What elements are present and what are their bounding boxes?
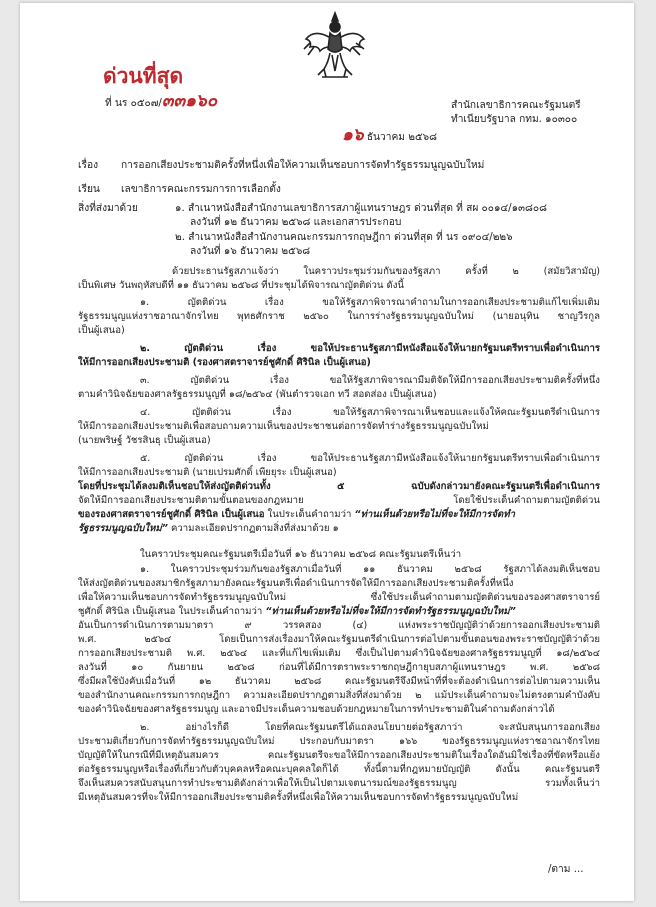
date-handwritten: ๑๖	[342, 125, 364, 145]
reference-prefix: ที่ นร ๐๕๐๗/	[105, 98, 162, 109]
resolution-line3	[78, 509, 515, 521]
cabinet-point-2-line2: ประชามติเกี่ยวกับการจัดทำรัฐธรรมนูญฉบับใหม่ ประกอบกับมาตรา ๑๖๖ ของรัฐธรรมนูญแห่งราชอาณาจักรไทย	[78, 736, 600, 747]
resolution-reference: ความละเอียดปรากฏตามสิ่งที่ส่งมาด้วย ๑	[167, 523, 339, 534]
enclosure-2-line2: ลงวันที่ ๑๖ ธันวาคม ๒๕๖๘	[190, 246, 311, 257]
cabinet-point-2-line4: ต่อรัฐธรรมนูญหรือเรื่องที่เกี่ยวกับตัวบุคคลหรือคณะบุคคลใดก็ได้ ทั้งนี้ตามที่กฎหมายบัญญัติ ดังนั้น คณะรัฐมนตรี	[78, 764, 600, 775]
cabinet-point-1-line3: เพื่อให้ความเห็นชอบการจัดทำรัฐธรรมนูญฉบับใหม่ ซึ่งใช้ประเด็นคำถามตามญัตติด่วนของรองศาสตราจารย์	[78, 592, 600, 603]
resolution-question-part1: “ท่านเห็นด้วยหรือไม่ที่จะให้มีการจัดทำ	[354, 509, 515, 520]
urgency-stamp: ด่วนที่สุด	[103, 64, 184, 88]
enclosure-label: สิ่งที่ส่งมาด้วย	[78, 203, 138, 214]
office-address: ทำเนียบรัฐบาล กทม. ๑๐๓๐๐	[451, 114, 578, 125]
resolution-line4	[78, 523, 339, 535]
letter-date	[342, 125, 437, 145]
cabinet-point-1-line8: ลงวันที่ ๑๐ กันยายน ๒๕๖๘ ก่อนที่ได้มีการตราพระราชกฤษฎีกายุบสภาผู้แทนราษฎร พ.ศ. ๒๕๖๘	[78, 662, 600, 673]
motion-1-line1: ๑. ญัตติด่วน เรื่อง ขอให้รัฐสภาพิจารณาคำถามในการออกเสียงประชามติแก้ไขเพิ่มเติม	[140, 297, 600, 308]
garuda-emblem-icon	[302, 9, 368, 83]
paragraph-1-line1: ด้วยประธานรัฐสภาแจ้งว่า ในคราวประชุมร่วมกันของรัฐสภา ครั้งที่ ๒ (สมัยวิสามัญ)	[172, 266, 600, 277]
cabinet-point-1-line7: การออกเสียงประชามติ พ.ศ. ๒๕๖๔ และที่แก้ไขเพิ่มเติม ซึ่งเป็นไปตามคำวินิจฉัยของศาลรัฐธรรมนูญที่ ๑๘/๒๕๖๔	[78, 648, 600, 659]
resolution-line1: โดยที่ประชุมได้ลงมติเห็นชอบให้ส่งญัตติด่วนทั้ง ๕ ฉบับดังกล่าวมายังคณะรัฐมนตรีเพื่อดำเนินการ	[78, 481, 600, 492]
motion-2-line1: ๒. ญัตติด่วน เรื่อง ขอให้ประธานรัฐสภามีหนังสือแจ้งให้นายกรัฐมนตรีทราบเพื่อดำเนินการ	[140, 343, 600, 354]
cabinet-point-1-question: “ท่านเห็นด้วยหรือไม่ที่จะให้มีการจัดทำรัฐธรรมนูญฉบับใหม่”	[265, 606, 516, 617]
cabinet-intro: ในคราวประชุมคณะรัฐมนตรีเมื่อวันที่ ๑๖ ธันวาคม ๒๕๖๘ คณะรัฐมนตรีเห็นว่า	[140, 549, 462, 560]
cabinet-point-2-line5: จึงเห็นสมควรสนับสนุนการทำประชามติดังกล่าวเพื่อให้เป็นไปตามเจตนารมณ์ของรัฐธรรมนูญ รวมทั้งเห็นว่า	[78, 778, 600, 789]
office-name: สำนักเลขาธิการคณะรัฐมนตรี	[451, 100, 581, 111]
reference-number	[105, 91, 218, 111]
motion-5-line2: ให้มีการออกเสียงประชามติ (นายเปรมศักดิ์ เพียยุระ เป็นผู้เสนอ)	[78, 467, 337, 478]
cabinet-point-1-line11: ของคำวินิจฉัยของศาลรัฐธรรมนูญ และอาจมีประเด็นความชอบด้วยกฎหมายในการทำประชามติในคำถามดังกล่าวได้	[78, 704, 555, 715]
motion-1-line2: รัฐธรรมนูญแห่งราชอาณาจักรไทย พุทธศักราช ๒๕๖๐ ในการร่างรัฐธรรมนูญฉบับใหม่ (นายอนุทิน ชาญวีรกูล	[78, 311, 600, 322]
cabinet-point-1-line5: อันเป็นการดำเนินการตามมาตรา ๙ วรรคสอง (๔) แห่งพระราชบัญญัติว่าด้วยการออกเสียงประชามติ	[78, 620, 600, 631]
recipient-text: เลขาธิการคณะกรรมการการเลือกตั้ง	[121, 184, 281, 195]
motion-1-line3: เป็นผู้เสนอ)	[78, 325, 125, 336]
cabinet-point-1-line10: ของสำนักงานคณะกรรมการกฤษฎีกา ความละเอียดปรากฏตามสิ่งที่ส่งมาด้วย ๒ แม้ประเด็นคำถามจะไม่ตรงตามคำบังคับ	[78, 690, 600, 701]
motion-4-line3: (นายพริษฐ์ วัชรสินธุ เป็นผู้เสนอ)	[78, 435, 211, 446]
cabinet-point-2-line3: บัญญัติให้ในกรณีที่มีเหตุอันสมควร คณะรัฐมนตรีจะขอให้มีการออกเสียงประชามติในเรื่องใดอันมิใช่เรื่องที่ขัดหรือแย้ง	[78, 750, 600, 761]
subject-text: การออกเสียงประชามติครั้งที่หนึ่งเพื่อให้ความเห็นชอบการจัดทำรัฐธรรมนูญฉบับใหม่	[121, 160, 485, 171]
cabinet-point-1-line6: พ.ศ. ๒๕๖๔ โดยเป็นการส่งเรื่องมาให้คณะรัฐมนตรีดำเนินการต่อไปตามขั้นตอนของพระราชบัญญัติว่าด้วย	[78, 634, 600, 645]
motion-3-line2: ตามคำวินิจฉัยของศาลรัฐธรรมนูญที่ ๑๘/๒๕๖๔ (พันตำรวจเอก ทวี สอดส่อง เป็นผู้เสนอ)	[78, 389, 437, 400]
motion-2-line2: ให้มีการออกเสียงประชามติ (รองศาสตราจารย์ชูศักดิ์ ศิรินิล เป็นผู้เสนอ)	[78, 357, 371, 368]
date-month-year: ธันวาคม ๒๕๖๘	[366, 132, 437, 143]
motion-4-line1: ๔. ญัตติด่วน เรื่อง ขอให้รัฐสภาพิจารณาเห็นชอบและแจ้งให้คณะรัฐมนตรีดำเนินการ	[140, 407, 600, 418]
resolution-connector: ในประเด็นคำถามว่า	[264, 509, 355, 520]
continued-marker: /ตาม ...	[548, 864, 584, 875]
resolution-line2: จัดให้มีการออกเสียงประชามติตามขั้นตอนของกฎหมาย โดยใช้ประเด็นคำถามตามญัตติด่วน	[78, 495, 600, 506]
cabinet-point-1-line4-text: ชูศักดิ์ ศิรินิล เป็นผู้เสนอ ในประเด็นคำถามว่า	[78, 606, 266, 617]
recipient-label: เรียน	[78, 184, 100, 195]
resolution-question-part2: รัฐธรรมนูญฉบับใหม่”	[78, 523, 168, 534]
cabinet-point-2-line1: ๒. อย่างไรก็ดี โดยที่คณะรัฐมนตรีได้แถลงนโยบายต่อรัฐสภาว่า จะสนับสนุนการออกเสียง	[140, 722, 600, 733]
motion-3-line1: ๓. ญัตติด่วน เรื่อง ขอให้รัฐสภาพิจารณามีมติจัดให้มีการออกเสียงประชามติครั้งที่หนึ่ง	[140, 375, 600, 386]
cabinet-point-1-line2: ให้ส่งญัตติด่วนของสมาชิกรัฐสภามายังคณะรัฐมนตรีเพื่อดำเนินการจัดให้มีการออกเสียงประชามติครั้งที่หนึ่ง	[78, 578, 514, 589]
cabinet-point-2-line6: มีเหตุอันสมควรที่จะให้มีการออกเสียงประชามติครั้งที่หนึ่งเพื่อให้ความเห็นชอบการจัดทำรัฐธรรมนูญฉบับใหม่	[78, 792, 519, 803]
cabinet-point-1-line4	[78, 606, 516, 618]
cabinet-point-1-line1: ๑. ในคราวประชุมร่วมกันของรัฐสภาเมื่อวันที่ ๑๑ ธันวาคม ๒๕๖๘ รัฐสภาได้ลงมติเห็นชอบ	[140, 564, 600, 575]
enclosure-1-line1: ๑. สำเนาหนังสือสำนักงานเลขาธิการสภาผู้แทนราษฎร ด่วนที่สุด ที่ สผ ๐๐๑๔/๑๓๘๐๘	[175, 203, 547, 214]
reference-handwritten: ๓๓๑๖๐	[161, 91, 218, 111]
paragraph-1-line2: เป็นพิเศษ วันพฤหัสบดีที่ ๑๑ ธันวาคม ๒๕๖๘ ที่ประชุมได้พิจารณาญัตติด่วน ดังนี้	[78, 280, 404, 291]
motion-5-line1: ๕. ญัตติด่วน เรื่อง ขอให้ประธานรัฐสภามีหนังสือแจ้งให้นายกรัฐมนตรีทราบเพื่อดำเนินการ	[140, 453, 600, 464]
cabinet-point-1-line9: ซึ่งมีผลใช้บังคับเมื่อวันที่ ๑๒ ธันวาคม ๒๕๖๘ คณะรัฐมนตรีจึงมีหน้าที่ที่จะต้องดำเนินการต่อไปตามความเห็น	[78, 676, 600, 687]
enclosure-2-line1: ๒. สำเนาหนังสือสำนักงานคณะกรรมการกฤษฎีกา ด่วนที่สุด ที่ นร ๐๙๐๔/๒๒๖	[175, 232, 513, 243]
motion-4-line2: ให้มีการออกเสียงประชามติเพื่อสอบถามความเห็นของประชาชนต่อการจัดทำร่างรัฐธรรมนูญฉบับใหม่	[78, 421, 489, 432]
enclosure-1-line2: ลงวันที่ ๑๒ ธันวาคม ๒๕๖๘ และเอกสารประกอบ	[190, 217, 402, 228]
resolution-proposer: ของรองศาสตราจารย์ชูศักดิ์ ศิรินิล เป็นผู้เสนอ	[78, 509, 265, 520]
document-page	[20, 3, 634, 901]
subject-label: เรื่อง	[78, 160, 99, 171]
